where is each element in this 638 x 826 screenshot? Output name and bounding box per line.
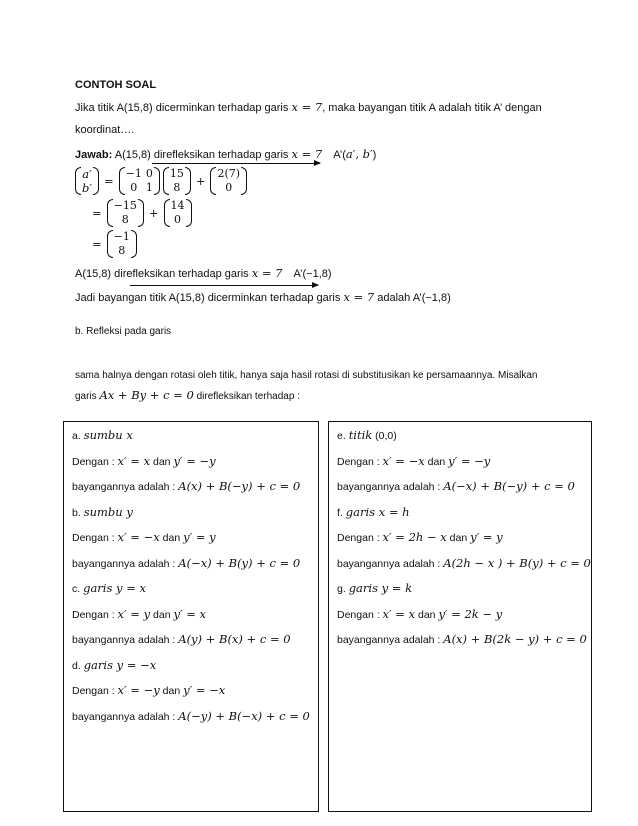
case-prefix: Dengan : bbox=[72, 685, 118, 697]
case-heading bbox=[337, 581, 412, 595]
case-prefix: bayangannya adalah : bbox=[337, 557, 444, 570]
answer-image-label: A’( bbox=[333, 149, 346, 161]
matrix-cell: 0 bbox=[225, 181, 233, 194]
case-prefix: Dengan : bbox=[72, 608, 118, 621]
matrix-equation-2 bbox=[90, 199, 192, 227]
case-label-math: garis y = x bbox=[83, 581, 146, 595]
problem-line-1 bbox=[75, 100, 542, 114]
plus-sign: + bbox=[195, 174, 206, 188]
case-image-equation bbox=[72, 479, 300, 493]
case-heading bbox=[72, 658, 156, 672]
matrix-cell: 0 bbox=[145, 167, 153, 180]
case-math-2: y′ = −y bbox=[448, 453, 491, 468]
case-math-2: y′ = x bbox=[173, 606, 206, 621]
matrix-cell: −1 bbox=[113, 230, 130, 243]
matrix-cell: 14 bbox=[170, 199, 185, 212]
point-matrix bbox=[163, 167, 191, 195]
answer-math: x = 7 bbox=[291, 147, 323, 161]
para-math: Ax + By + c = 0 bbox=[99, 388, 194, 402]
matrix-cell: 0 bbox=[174, 213, 181, 226]
summary-text: A(15,8) direfleksikan terhadap garis bbox=[75, 268, 252, 280]
case-mapping bbox=[72, 607, 206, 621]
case-math: A(y) + B(x) + c = 0 bbox=[178, 632, 291, 646]
case-label-math: garis y = k bbox=[348, 581, 413, 595]
case-label: e. bbox=[337, 430, 349, 442]
matrix-cell: −1 bbox=[125, 167, 142, 180]
case-mapping bbox=[337, 607, 502, 621]
case-mapping bbox=[72, 683, 225, 697]
case-label: a. bbox=[72, 430, 84, 442]
case-math: x′ = x bbox=[382, 606, 416, 621]
section-b-title: b. Refleksi pada garis bbox=[75, 326, 172, 337]
case-label-math: garis y = −x bbox=[83, 657, 157, 672]
case-label: d. bbox=[72, 659, 84, 672]
case-heading bbox=[337, 505, 410, 519]
case-conjunction: dan bbox=[424, 455, 449, 468]
equals-sign: = bbox=[92, 206, 102, 220]
matrix-cell: 2(7) bbox=[217, 167, 241, 180]
problem-line-2: koordinat…. bbox=[75, 124, 135, 136]
result-matrix bbox=[107, 230, 137, 258]
reflection-matrix bbox=[119, 167, 160, 195]
case-label-math: sumbu x bbox=[83, 428, 133, 442]
case-label-math: sumbu y bbox=[83, 504, 133, 519]
case-math-2: y′ = −x bbox=[183, 683, 226, 697]
case-heading bbox=[72, 505, 133, 519]
case-math-2: y′ = y bbox=[470, 530, 503, 544]
answer-text: A(15,8) direfleksikan terhadap garis bbox=[112, 149, 292, 161]
lhs-b: b′ bbox=[82, 181, 92, 195]
step2-matrix-b bbox=[164, 199, 192, 227]
case-mapping bbox=[72, 454, 216, 468]
equals-sign: = bbox=[92, 237, 102, 251]
shift-matrix bbox=[210, 167, 247, 195]
case-label-tail: (0,0) bbox=[372, 430, 397, 442]
matrix-equation-1 bbox=[75, 167, 247, 195]
case-prefix: bayangannya adalah : bbox=[72, 481, 179, 493]
case-label: c. bbox=[72, 583, 84, 595]
case-conjunction: dan bbox=[150, 455, 174, 468]
arrow-2 bbox=[130, 285, 318, 286]
para-text-post: direfleksikan terhadap : bbox=[193, 391, 300, 402]
case-math: A(−x) + B(y) + c = 0 bbox=[178, 555, 301, 570]
case-conjunction: dan bbox=[446, 532, 471, 544]
matrix-cell: 1 bbox=[145, 181, 153, 194]
case-prefix: Dengan : bbox=[72, 455, 118, 468]
case-image-equation bbox=[337, 632, 587, 646]
case-conjunction: dan bbox=[159, 685, 184, 697]
case-math-2: y′ = −y bbox=[173, 453, 216, 468]
case-conjunction: dan bbox=[159, 532, 184, 544]
conclusion-result: adalah A’(−1,8) bbox=[374, 292, 451, 304]
case-math: x′ = −y bbox=[117, 683, 160, 697]
case-image-equation bbox=[72, 556, 300, 570]
case-prefix: Dengan : bbox=[337, 608, 383, 621]
case-heading bbox=[72, 581, 146, 595]
case-math: A(−y) + B(−x) + c = 0 bbox=[178, 708, 310, 723]
case-label: b. bbox=[72, 506, 84, 519]
problem-text-pre: Jika titik A(15,8) dicerminkan terhadap garis bbox=[75, 102, 292, 114]
case-prefix: bayangannya adalah : bbox=[72, 557, 179, 570]
case-prefix: bayangannya adalah : bbox=[337, 481, 444, 493]
section-b-paragraph-2 bbox=[75, 388, 300, 402]
case-prefix: Dengan : bbox=[337, 532, 383, 544]
answer-image-math: a′, b′ bbox=[345, 147, 373, 161]
case-mapping bbox=[72, 530, 216, 544]
case-image-equation bbox=[72, 632, 291, 646]
matrix-cell: 8 bbox=[121, 213, 129, 226]
case-conjunction: dan bbox=[150, 608, 174, 621]
case-heading bbox=[337, 428, 397, 442]
problem-math: x = 7 bbox=[291, 100, 323, 114]
case-prefix: Dengan : bbox=[72, 532, 118, 544]
case-math: x′ = −x bbox=[117, 530, 160, 544]
matrix-equation-3 bbox=[90, 230, 137, 258]
lhs-matrix bbox=[75, 167, 99, 195]
case-conjunction: dan bbox=[415, 608, 439, 621]
case-math: x′ = y bbox=[117, 606, 151, 621]
conclusion-text: Jadi bayangan titik A(15,8) dicerminkan terhadap garis bbox=[75, 292, 344, 304]
problem-text-post: , maka bayangan titik A adalah titik A’ dengan bbox=[322, 102, 542, 114]
para-text: garis bbox=[75, 391, 100, 402]
matrix-cell: 8 bbox=[118, 244, 126, 257]
right-cases-box bbox=[328, 421, 592, 812]
case-image-equation bbox=[72, 709, 310, 723]
conclusion-math: x = 7 bbox=[343, 290, 375, 304]
lhs-a: a′ bbox=[82, 167, 92, 181]
conclusion-line bbox=[75, 290, 451, 304]
case-math: x′ = −x bbox=[382, 453, 425, 468]
summary-result: A’(−1,8) bbox=[293, 268, 332, 280]
step2-matrix-a bbox=[107, 199, 144, 227]
arrow-1 bbox=[152, 163, 320, 164]
case-image-equation bbox=[337, 479, 575, 493]
case-heading bbox=[72, 428, 133, 442]
case-math: A(−x) + B(−y) + c = 0 bbox=[443, 479, 575, 493]
case-prefix: Dengan : bbox=[337, 455, 383, 468]
plus-sign: + bbox=[148, 206, 159, 220]
answer-label: Jawab: bbox=[75, 149, 113, 161]
case-math-2: y′ = 2k − y bbox=[438, 606, 503, 621]
case-label: g. bbox=[337, 583, 349, 595]
summary-line bbox=[75, 266, 332, 280]
case-label: f. bbox=[337, 506, 346, 519]
answer-line bbox=[75, 147, 376, 161]
matrix-cell: 8 bbox=[173, 181, 181, 194]
case-label-math: garis x = h bbox=[345, 504, 410, 519]
case-math-2: y′ = y bbox=[183, 530, 216, 544]
equals-sign: = bbox=[103, 174, 114, 188]
case-math: A(x) + B(2k − y) + c = 0 bbox=[443, 632, 587, 646]
case-image-equation bbox=[337, 556, 591, 570]
matrix-cell: 15 bbox=[169, 167, 184, 180]
left-cases-box bbox=[63, 421, 319, 812]
matrix-cell: −15 bbox=[113, 199, 137, 212]
summary-math: x = 7 bbox=[251, 266, 283, 280]
heading: CONTOH SOAL bbox=[75, 79, 157, 91]
case-prefix: bayangannya adalah : bbox=[72, 634, 179, 646]
case-prefix: bayangannya adalah : bbox=[337, 634, 444, 646]
case-math: x′ = 2h − x bbox=[382, 530, 447, 544]
section-b-paragraph-1: sama halnya dengan rotasi oleh titik, hanya saja hasil rotasi di substitusikan ke persamaannya. Misalkan bbox=[75, 370, 538, 381]
case-mapping bbox=[337, 454, 490, 468]
matrix-cell: 0 bbox=[130, 181, 138, 194]
answer-image-close: ) bbox=[372, 149, 377, 161]
case-math: x′ = x bbox=[117, 453, 151, 468]
case-prefix: bayangannya adalah : bbox=[72, 710, 179, 723]
case-math: A(2h − x ) + B(y) + c = 0 bbox=[443, 555, 591, 570]
case-math: A(x) + B(−y) + c = 0 bbox=[178, 479, 301, 493]
case-mapping bbox=[337, 530, 503, 544]
case-label-math: titik bbox=[348, 428, 373, 442]
